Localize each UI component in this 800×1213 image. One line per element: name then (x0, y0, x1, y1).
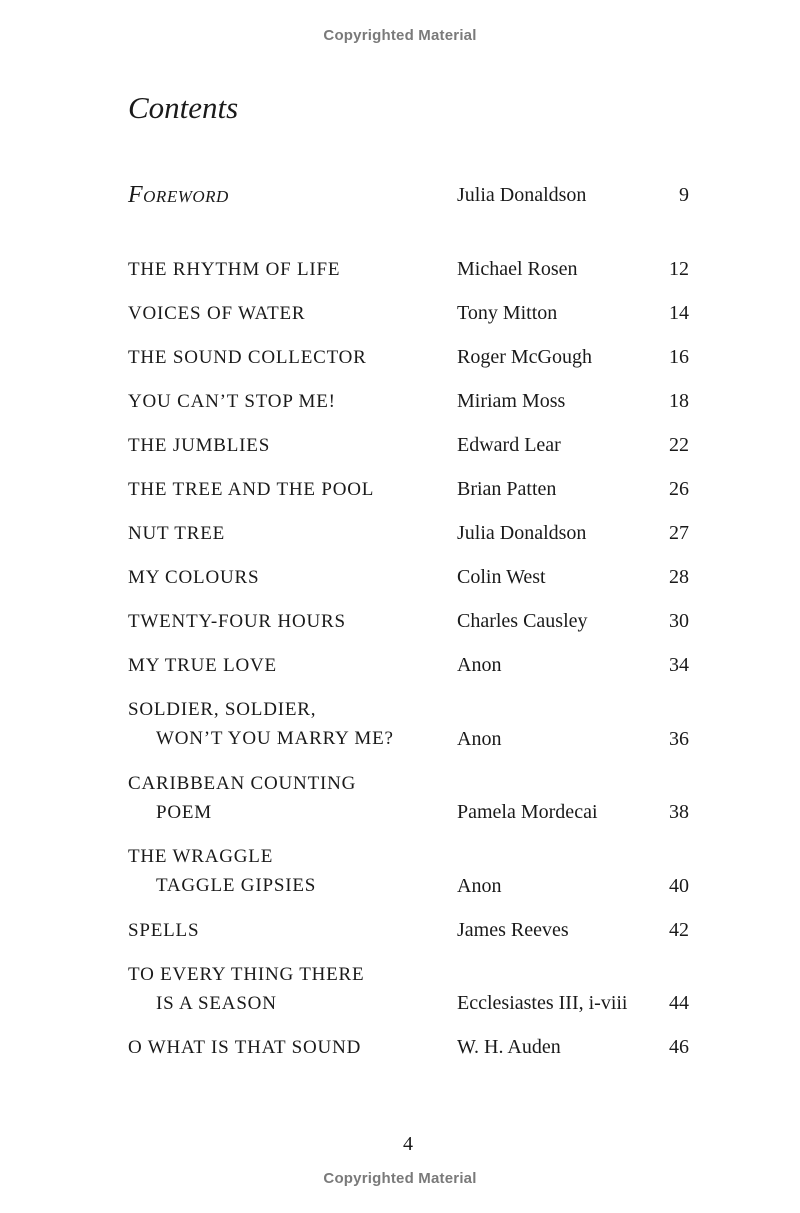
toc-entry (0, 519, 800, 549)
foreword-title: Foreword (128, 182, 229, 208)
toc-entry-title-line: THE JUMBLIES (128, 435, 271, 456)
toc-entry-author: Anon (457, 874, 502, 897)
toc-entry-title-line: TO EVERY THING THERE (128, 963, 365, 985)
toc-entry-title (128, 387, 336, 416)
toc-entry-page: 44 (669, 992, 689, 1014)
toc-entry-title (128, 769, 356, 827)
toc-entry (0, 607, 800, 637)
toc-entry (0, 387, 800, 417)
toc-entry-title-line: MY TRUE LOVE (128, 655, 277, 676)
toc-entry-author: W. H. Auden (457, 1036, 561, 1058)
toc-entry-title-line: IS A SEASON (156, 992, 277, 1014)
toc-entry (0, 769, 800, 823)
toc-entry-page: 26 (669, 478, 689, 500)
toc-entry-title-line: YOU CAN’T STOP ME! (128, 391, 336, 412)
toc-entry-title-line: NUT TREE (128, 523, 226, 544)
toc-entry (0, 563, 800, 593)
toc-entry-author: Anon (457, 654, 502, 676)
toc-entry-author: Ecclesiastes III, i-viii (457, 992, 628, 1014)
toc-entry-page: 30 (669, 610, 689, 632)
toc-entry-author: Roger McGough (457, 346, 592, 368)
toc-entry-title (128, 475, 374, 504)
toc-entry-page: 38 (669, 801, 689, 823)
page-number: 4 (403, 1133, 413, 1155)
toc-entry-title (128, 916, 199, 945)
toc-entry-author: Edward Lear (457, 434, 561, 456)
toc-entry-title-line: POEM (156, 801, 212, 823)
toc-entry-title-line: THE SOUND COLLECTOR (128, 347, 367, 368)
toc-entry-page: 12 (669, 258, 689, 280)
toc-entry (0, 916, 800, 946)
toc-entry-page: 46 (669, 1036, 689, 1058)
toc-entry-title-line: O WHAT IS THAT SOUND (128, 1037, 362, 1058)
toc-entry-title-line: VOICES OF WATER (128, 303, 306, 324)
toc-entry-author: Charles Causley (457, 610, 588, 632)
toc-entry-page: 28 (669, 566, 689, 588)
toc-entry (0, 1033, 800, 1063)
toc-entry (0, 842, 800, 897)
toc-entry-title-line: MY COLOURS (128, 567, 260, 588)
toc-entry-title (128, 842, 316, 900)
toc-entry-title-line: TWENTY-FOUR HOURS (128, 611, 346, 632)
toc-entry-title (128, 607, 346, 636)
toc-entry-title-line: TAGGLE GIPSIES (156, 875, 317, 896)
toc-entry-title-line: THE WRAGGLE (128, 846, 274, 867)
copyright-watermark-bottom: Copyrighted Material (323, 1170, 477, 1187)
foreword-author: Julia Donaldson (457, 184, 587, 206)
toc-entry-page: 16 (669, 346, 689, 368)
contents-heading: Contents (128, 90, 239, 125)
toc-entry-page: 14 (669, 302, 689, 324)
toc-entry-author: Anon (457, 727, 502, 750)
toc-entry-author: Miriam Moss (457, 390, 566, 412)
toc-entry-page: 36 (669, 727, 689, 750)
copyright-watermark-top: Copyrighted Material (323, 27, 477, 44)
toc-entry (0, 343, 800, 373)
toc-entry-page: 22 (669, 434, 689, 456)
toc-entry-author: Pamela Mordecai (457, 801, 598, 823)
toc-entry-title (128, 299, 305, 328)
toc-entry-page: 34 (669, 654, 689, 676)
toc-entry-title-line: WON’T YOU MARRY ME? (156, 728, 394, 749)
toc-entry-title (128, 563, 259, 592)
toc-foreword-row (0, 181, 800, 211)
toc-entry-title (128, 1033, 361, 1062)
toc-entry-title-line: CARIBBEAN COUNTING (128, 772, 357, 794)
toc-entry (0, 475, 800, 505)
toc-entry-title (128, 960, 364, 1018)
toc-entry-title-line: THE RHYTHM OF LIFE (128, 259, 341, 280)
toc-entry-title (128, 431, 270, 460)
toc-entry (0, 299, 800, 329)
toc-entry-title (128, 343, 367, 372)
toc-entry (0, 431, 800, 461)
toc-entry (0, 651, 800, 681)
foreword-page: 9 (679, 184, 689, 206)
toc-entry-author: Tony Mitton (457, 302, 558, 324)
toc-entry-page: 27 (669, 522, 689, 544)
toc-entry-title (128, 519, 225, 548)
toc-entry (0, 695, 800, 750)
toc-entry (0, 960, 800, 1014)
toc-entry-title (128, 255, 340, 284)
toc-entry-author: Colin West (457, 566, 546, 588)
toc-entry-title-line: SPELLS (128, 919, 200, 941)
toc-entry-title (128, 695, 394, 753)
toc-entry-page: 18 (669, 390, 689, 412)
toc-entry-title-line: SOLDIER, SOLDIER, (128, 699, 317, 720)
toc-entry (0, 255, 800, 285)
toc-entry-title (128, 651, 277, 680)
toc-entry-title-line: THE TREE AND THE POOL (128, 479, 375, 500)
toc-entry-page: 40 (669, 874, 689, 897)
toc-entry-author: Brian Patten (457, 478, 557, 500)
toc-entry-author: James Reeves (457, 918, 569, 941)
toc-entry-author: Julia Donaldson (457, 522, 587, 544)
toc-entry-page: 42 (669, 918, 689, 941)
toc-entry-author: Michael Rosen (457, 258, 578, 280)
